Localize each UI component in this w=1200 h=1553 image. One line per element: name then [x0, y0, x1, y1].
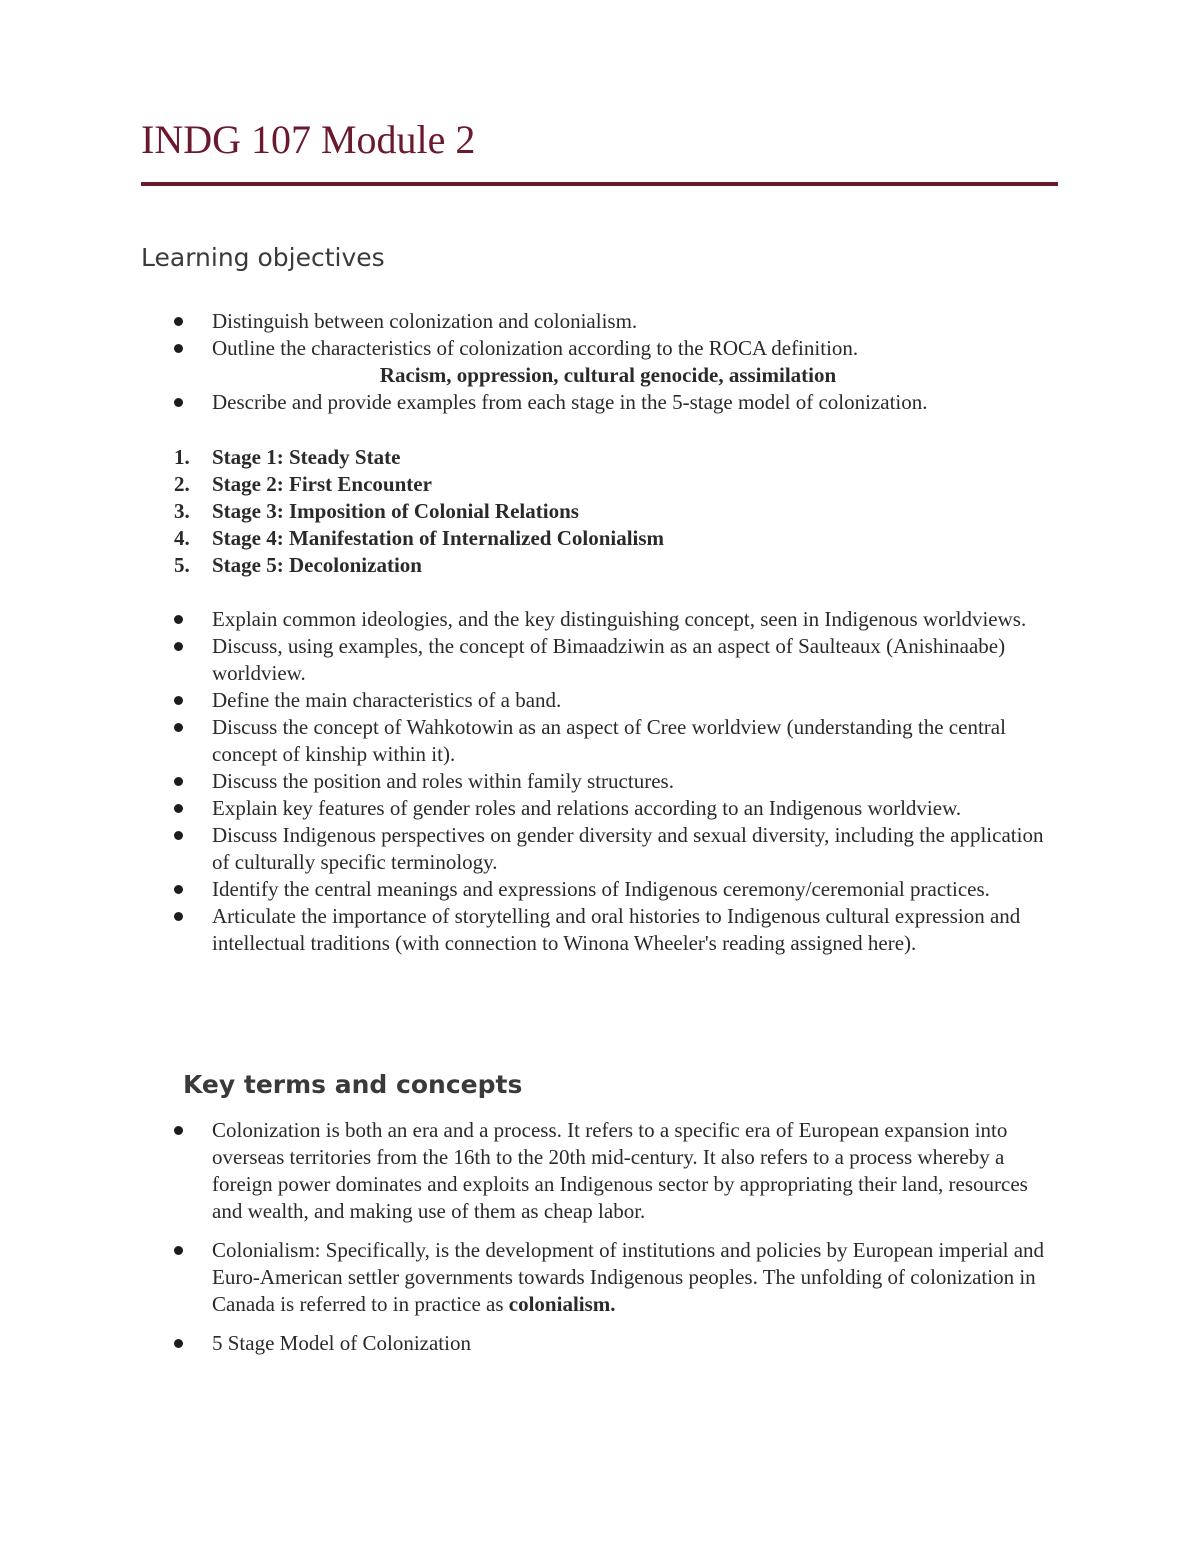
bullet-icon	[174, 642, 183, 651]
bullet-icon	[174, 1339, 183, 1348]
bullet-icon	[174, 317, 183, 326]
list-item: Discuss, using examples, the concept of Bimaadziwin as an aspect of Saulteaux (Anishinaabe) worldview.	[0, 633, 1200, 687]
list-item: Describe and provide examples from each stage in the 5-stage model of colonization.	[0, 389, 1200, 416]
list-item: Explain key features of gender roles and relations according to an Indigenous worldview.	[0, 795, 1200, 822]
stage-item: 3. Stage 3: Imposition of Colonial Relations	[174, 499, 579, 523]
bullet-icon	[174, 696, 183, 705]
bullet-icon	[174, 831, 183, 840]
list-item: Discuss the concept of Wahkotowin as an aspect of Cree worldview (understanding the central concept of kinship within it).	[0, 714, 1200, 768]
list-item: Identify the central meanings and expressions of Indigenous ceremony/ceremonial practices.	[0, 876, 1200, 903]
learning-objectives-heading: Learning objectives	[141, 243, 385, 272]
bullet-icon	[174, 723, 183, 732]
list-item: Articulate the importance of storytelling and oral histories to Indigenous cultural expression and intellectual traditions (with connection to Winona Wheeler's reading assigned here).	[0, 903, 1200, 957]
stage-item: 4. Stage 4: Manifestation of Internalized Colonialism	[174, 526, 665, 550]
list-item: Colonialism: Specifically, is the development of institutions and policies by European imperial and Euro-American settler governments towards Indigenous peoples. The unfolding of colonization in Canada is referred to in practice as colonialism.	[0, 1237, 1200, 1318]
page-title: INDG 107 Module 2	[141, 117, 476, 162]
objectives-list-a	[0, 308, 1200, 362]
list-item: Discuss the position and roles within family structures.	[0, 768, 1200, 795]
bullet-icon	[174, 885, 183, 894]
title-underline-rule	[141, 182, 1058, 186]
bullet-icon	[174, 344, 183, 353]
stage-item: 2. Stage 2: First Encounter	[174, 472, 432, 496]
stage-item: 5. Stage 5: Decolonization	[174, 553, 422, 577]
bullet-icon	[174, 398, 183, 407]
objectives-list-b	[0, 389, 1200, 416]
list-item: Discuss Indigenous perspectives on gender diversity and sexual diversity, including the application of culturally specific terminology.	[0, 822, 1200, 876]
objectives-list-c	[0, 606, 1200, 957]
list-item: Colonization is both an era and a process. It refers to a specific era of European expansion into overseas territories from the 16th to the 20th mid-century. It also refers to a process whereby a foreign power dominates and exploits an Indigenous sector by appropriating their land, resources and wealth, and making use of them as cheap labor.	[0, 1117, 1200, 1225]
bullet-icon	[174, 804, 183, 813]
list-item: 5 Stage Model of Colonization	[0, 1330, 1200, 1357]
stages-list	[0, 444, 1200, 579]
list-item: Define the main characteristics of a band.	[0, 687, 1200, 714]
key-terms-list	[0, 1117, 1200, 1369]
bullet-icon	[174, 1246, 183, 1255]
list-item: Distinguish between colonization and colonialism.	[0, 308, 1200, 335]
list-item: Outline the characteristics of colonization according to the ROCA definition.	[0, 335, 1200, 362]
bullet-icon	[174, 1126, 183, 1135]
bullet-icon	[174, 615, 183, 624]
key-terms-heading: Key terms and concepts	[183, 1070, 523, 1099]
roca-terms: Racism, oppression, cultural genocide, assimilation	[379, 363, 837, 387]
stage-item: 1. Stage 1: Steady State	[174, 445, 401, 469]
bullet-icon	[174, 777, 183, 786]
list-item: Explain common ideologies, and the key distinguishing concept, seen in Indigenous worldviews.	[0, 606, 1200, 633]
bullet-icon	[174, 912, 183, 921]
